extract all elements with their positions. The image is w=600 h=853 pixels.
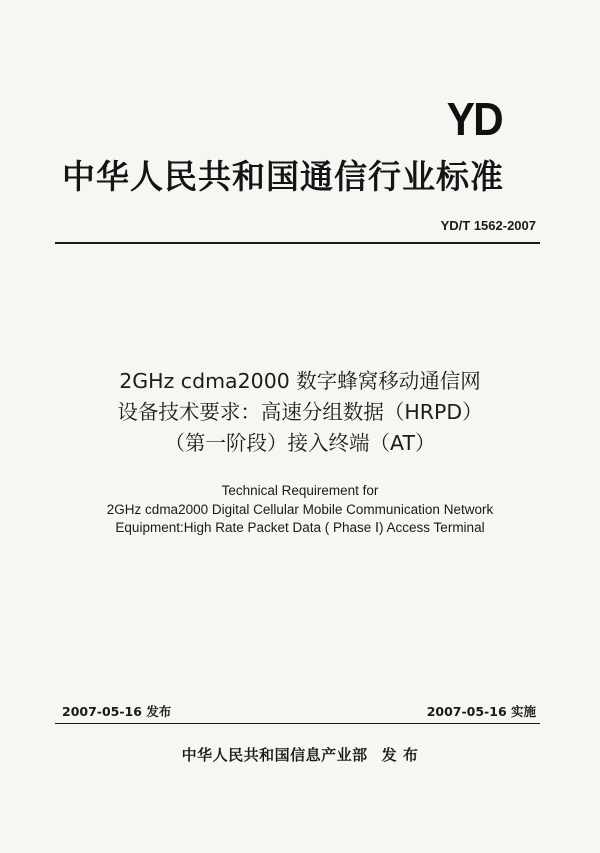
chinese-title-line-2: 设备技术要求：高速分组数据（HRPD）: [117, 400, 483, 424]
yd-logo: YD: [446, 93, 502, 145]
standard-number: YD/T 1562-2007: [440, 218, 536, 233]
standard-category-title: 中华人民共和国通信行业标准: [62, 157, 504, 196]
implementation-date: 2007-05-16 实施: [426, 704, 536, 719]
chinese-title: [0, 366, 600, 459]
english-title-line-2: 2GHz cdma2000 Digital Cellular Mobile Communication Network: [106, 501, 494, 517]
header-divider: [55, 242, 540, 244]
chinese-title-line-1: 2GHz cdma2000 数字蜂窝移动通信网: [119, 369, 481, 393]
english-title: [0, 482, 600, 538]
issue-verb: 发 布: [381, 746, 419, 764]
publish-date: 2007-05-16 发布: [62, 704, 172, 719]
issuing-organization: 中华人民共和国信息产业部: [181, 746, 368, 764]
footer-divider: [55, 723, 540, 724]
english-title-line-3: Equipment:High Rate Packet Data ( Phase Ⅰ) Access Terminal: [115, 520, 485, 535]
english-title-line-1: Technical Requirement for: [221, 483, 379, 498]
chinese-title-line-3: （第一阶段）接入终端（AT）: [164, 431, 436, 455]
issuer-line: [0, 744, 600, 765]
